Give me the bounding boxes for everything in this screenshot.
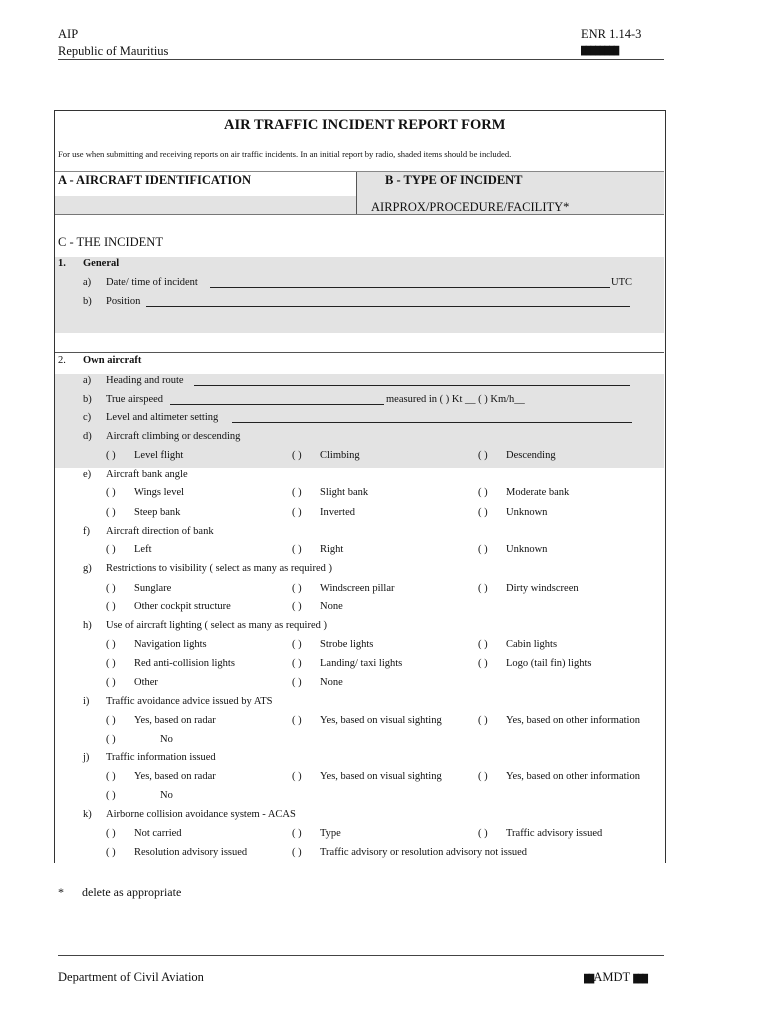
info-no-label: No xyxy=(160,790,173,801)
item-h-label: h) xyxy=(83,620,92,631)
wings-level-checkbox[interactable]: ( ) xyxy=(106,487,116,498)
moderate-bank-checkbox[interactable]: ( ) xyxy=(478,487,488,498)
info-visual-label: Yes, based on visual sighting xyxy=(320,771,442,782)
header-right-line1: ENR 1.14-3 xyxy=(581,27,642,41)
visibility-none-checkbox[interactable]: ( ) xyxy=(292,601,302,612)
airspeed-units[interactable]: measured in ( ) Kt __ ( ) Km/h__ xyxy=(386,394,525,405)
direction-unknown-checkbox[interactable]: ( ) xyxy=(478,544,488,555)
section-b-heading: B - TYPE OF INCIDENT xyxy=(385,173,523,187)
acas-not-carried-checkbox[interactable]: ( ) xyxy=(106,828,116,839)
position-field[interactable] xyxy=(146,306,630,307)
general-b-text: Position xyxy=(106,296,141,307)
dirty-windscreen-checkbox[interactable]: ( ) xyxy=(478,583,488,594)
left-label: Left xyxy=(134,544,152,555)
item-f-label: f) xyxy=(83,526,90,537)
avoidance-visual-label: Yes, based on visual sighting xyxy=(320,715,442,726)
avoidance-visual-checkbox[interactable]: ( ) xyxy=(292,715,302,726)
lighting-other-checkbox[interactable]: ( ) xyxy=(106,677,116,688)
level-flight-checkbox[interactable]: ( ) xyxy=(106,450,116,461)
form-intro: For use when submitting and receiving reports on air traffic incidents. In an initial report by radio, shaded items should be included. xyxy=(58,149,512,159)
acas-ra-issued-label: Resolution advisory issued xyxy=(134,847,248,858)
footer-right-suffix: ███ xyxy=(633,974,648,983)
lighting-other-label: Other xyxy=(134,677,158,688)
landing-lights-label: Landing/ taxi lights xyxy=(320,658,403,669)
footer-rule xyxy=(58,955,664,956)
item-c-text: Level and altimeter setting xyxy=(106,412,219,423)
avoidance-other-label: Yes, based on other information xyxy=(506,715,640,726)
moderate-bank-label: Moderate bank xyxy=(506,487,570,498)
general-b-label: b) xyxy=(83,296,92,307)
avoidance-radar-checkbox[interactable]: ( ) xyxy=(106,715,116,726)
item-k-label: k) xyxy=(83,809,92,820)
section-a-heading: A - AIRCRAFT IDENTIFICATION xyxy=(58,173,251,187)
footnote-text: delete as appropriate xyxy=(82,885,182,899)
info-no-checkbox[interactable]: ( ) xyxy=(106,790,116,801)
item-e-label: e) xyxy=(83,469,92,480)
general-number: 1. xyxy=(58,258,66,269)
acas-not-carried-label: Not carried xyxy=(134,828,182,839)
navigation-lights-label: Navigation lights xyxy=(134,639,207,650)
avoidance-radar-label: Yes, based on radar xyxy=(134,715,216,726)
sunglare-checkbox[interactable]: ( ) xyxy=(106,583,116,594)
item-h-text: Use of aircraft lighting ( select as many as required ) xyxy=(106,620,327,631)
intro-rule xyxy=(55,171,664,172)
shade-identification-left xyxy=(55,196,356,215)
climbing-checkbox[interactable]: ( ) xyxy=(292,450,302,461)
windscreen-pillar-checkbox[interactable]: ( ) xyxy=(292,583,302,594)
descending-checkbox[interactable]: ( ) xyxy=(478,450,488,461)
steep-bank-label: Steep bank xyxy=(134,507,181,518)
item-j-label: j) xyxy=(83,752,90,763)
item-b-text: True airspeed xyxy=(106,394,164,405)
inverted-label: Inverted xyxy=(320,507,355,518)
own-aircraft-heading: Own aircraft xyxy=(83,355,142,366)
windscreen-pillar-label: Windscreen pillar xyxy=(320,583,395,594)
navigation-lights-checkbox[interactable]: ( ) xyxy=(106,639,116,650)
steep-bank-checkbox[interactable]: ( ) xyxy=(106,507,116,518)
item-j-text: Traffic information issued xyxy=(106,752,216,763)
anti-collision-lights-label: Red anti-collision lights xyxy=(134,658,235,669)
acas-not-issued-label: Traffic advisory or resolution advisory not issued xyxy=(320,847,528,858)
slight-bank-label: Slight bank xyxy=(320,487,369,498)
avoidance-no-checkbox[interactable]: ( ) xyxy=(106,734,116,745)
info-other-checkbox[interactable]: ( ) xyxy=(478,771,488,782)
general-heading: General xyxy=(83,258,120,269)
lighting-none-checkbox[interactable]: ( ) xyxy=(292,677,302,688)
header-rule xyxy=(58,59,664,60)
acas-type-label: Type xyxy=(320,828,341,839)
climbing-label: Climbing xyxy=(320,450,360,461)
general-a-text: Date/ time of incident xyxy=(106,277,198,288)
acas-type-checkbox[interactable]: ( ) xyxy=(292,828,302,839)
logo-lights-label: Logo (tail fin) lights xyxy=(506,658,592,669)
info-radar-checkbox[interactable]: ( ) xyxy=(106,771,116,782)
own-aircraft-number: 2. xyxy=(58,355,66,366)
item-i-text: Traffic avoidance advice issued by ATS xyxy=(106,696,273,707)
sunglare-label: Sunglare xyxy=(134,583,172,594)
item-a-label: a) xyxy=(83,375,92,386)
strobe-lights-checkbox[interactable]: ( ) xyxy=(292,639,302,650)
wings-level-label: Wings level xyxy=(134,487,185,498)
section-ab-bottom-rule xyxy=(55,214,664,215)
info-radar-label: Yes, based on radar xyxy=(134,771,216,782)
footer-right-prefix: ██ xyxy=(584,974,594,983)
section-c-heading: C - THE INCIDENT xyxy=(58,235,163,249)
header-left-line2: Republic of Mauritius xyxy=(58,44,169,58)
other-cockpit-checkbox[interactable]: ( ) xyxy=(106,601,116,612)
item-g-text: Restrictions to visibility ( select as many as required ) xyxy=(106,563,332,574)
info-other-label: Yes, based on other information xyxy=(506,771,640,782)
landing-lights-checkbox[interactable]: ( ) xyxy=(292,658,302,669)
other-cockpit-label: Other cockpit structure xyxy=(134,601,231,612)
left-checkbox[interactable]: ( ) xyxy=(106,544,116,555)
cabin-lights-label: Cabin lights xyxy=(506,639,558,650)
general-a-label: a) xyxy=(83,277,92,288)
true-airspeed-field[interactable] xyxy=(170,404,384,405)
descending-label: Descending xyxy=(506,450,556,461)
right-label: Right xyxy=(320,544,344,555)
lighting-none-label: None xyxy=(320,677,343,688)
heading-route-field[interactable] xyxy=(194,385,630,386)
shade-general xyxy=(55,257,664,333)
section-ab-divider xyxy=(356,172,357,215)
date-time-field[interactable] xyxy=(210,287,610,288)
avoidance-other-checkbox[interactable]: ( ) xyxy=(478,715,488,726)
footnote-mark: * xyxy=(58,885,64,899)
level-altimeter-field[interactable] xyxy=(232,422,632,423)
item-d-text: Aircraft climbing or descending xyxy=(106,431,241,442)
item-e-text: Aircraft bank angle xyxy=(106,469,188,480)
item-b-label: b) xyxy=(83,394,92,405)
bank-unknown-checkbox[interactable]: ( ) xyxy=(478,507,488,518)
strobe-lights-label: Strobe lights xyxy=(320,639,374,650)
footer-right-amdt: AMDT xyxy=(593,970,630,984)
slight-bank-checkbox[interactable]: ( ) xyxy=(292,487,302,498)
bank-unknown-label: Unknown xyxy=(506,507,548,518)
footer-left: Department of Civil Aviation xyxy=(58,970,204,984)
acas-not-issued-checkbox[interactable]: ( ) xyxy=(292,847,302,858)
level-flight-label: Level flight xyxy=(134,450,184,461)
item-a-text: Heading and route xyxy=(106,375,184,386)
info-visual-checkbox[interactable]: ( ) xyxy=(292,771,302,782)
item-c-label: c) xyxy=(83,412,92,423)
general-a-unit: UTC xyxy=(611,277,632,288)
dirty-windscreen-label: Dirty windscreen xyxy=(506,583,579,594)
acas-ta-issued-label: Traffic advisory issued xyxy=(506,828,603,839)
anti-collision-lights-checkbox[interactable]: ( ) xyxy=(106,658,116,669)
avoidance-no-label: No xyxy=(160,734,173,745)
form-title: AIR TRAFFIC INCIDENT REPORT FORM xyxy=(224,117,506,133)
general-bottom-rule xyxy=(55,352,664,353)
header-right-line2: ████████ xyxy=(581,46,619,55)
item-k-text: Airborne collision avoidance system - ACAS xyxy=(106,809,296,820)
acas-ta-issued-checkbox[interactable]: ( ) xyxy=(478,828,488,839)
footer-right xyxy=(584,969,647,987)
logo-lights-checkbox[interactable]: ( ) xyxy=(478,658,488,669)
direction-unknown-label: Unknown xyxy=(506,544,548,555)
item-f-text: Aircraft direction of bank xyxy=(106,526,214,537)
header-left-line1: AIP xyxy=(58,27,79,41)
visibility-none-label: None xyxy=(320,601,343,612)
incident-type-value: AIRPROX/PROCEDURE/FACILITY* xyxy=(371,200,570,214)
item-d-label: d) xyxy=(83,431,92,442)
cabin-lights-checkbox[interactable]: ( ) xyxy=(478,639,488,650)
item-i-label: i) xyxy=(83,696,90,707)
item-g-label: g) xyxy=(83,563,92,574)
inverted-checkbox[interactable]: ( ) xyxy=(292,507,302,518)
right-checkbox[interactable]: ( ) xyxy=(292,544,302,555)
acas-ra-issued-checkbox[interactable]: ( ) xyxy=(106,847,116,858)
